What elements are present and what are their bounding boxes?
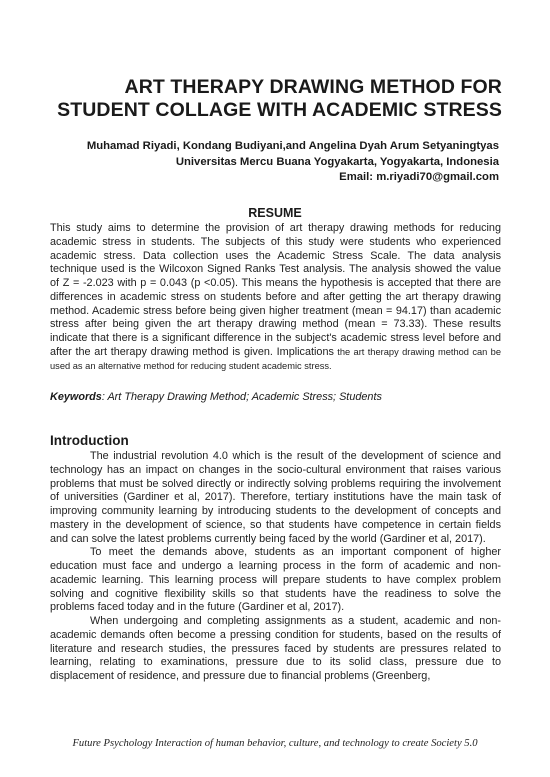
keywords-label: Keywords: [50, 391, 102, 403]
author-affiliation: Universitas Mercu Buana Yogyakarta, Yogyakarta, Indonesia: [175, 155, 499, 168]
abstract-paragraph: [50, 222, 501, 373]
section-heading-introduction: Introduction: [50, 433, 129, 448]
resume-heading: RESUME: [248, 206, 302, 220]
intro-paragraph-3: When undergoing and completing assignments as a student, academic and non-academic demands often become a pressing condition for students, based on the results of literature and research studies, the pressures faced by students are pressures related to learning, relating to examinations, pressure due to its solid class, pressure due to displacement of residence, and pressure due to financial problems (Greenberg,: [50, 615, 501, 682]
intro-paragraph-1: The industrial revolution 4.0 which is the result of the development of science and technology has an impact on changes in the socio-cultural environment that raises various problems that must be solved directly or indirectly solving problems requiring the involvement of universities (Gardiner et al, 2017). Therefore, tertiary institutions have the main task of improving community learning by introducing students to the development of concepts and mastery in the development of science, so that students have competence in certain fields and can solve the latest problems currently being faced by the world (Gardiner et al, 2017).: [50, 450, 501, 545]
page-footer: Future Psychology Interaction of human behavior, culture, and technology to create Society 5.0: [72, 738, 478, 749]
title-line-1: ART THERAPY DRAWING METHOD FOR: [124, 76, 502, 98]
author-block: [48, 139, 499, 186]
keywords-line: [50, 390, 501, 404]
title-line-2: STUDENT COLLAGE WITH ACADEMIC STRESS: [57, 99, 502, 121]
intro-paragraph-2: To meet the demands above, students as an important component of higher education must face and undergo a learning process in the form of academic and non-academic learning. This learning process will prepare students to have complex problem solving and cognitive flexibility skills so that students have the readiness to solve the problems faced today and in the future (Gardiner et al, 2017).: [50, 546, 501, 614]
author-email: Email: m.riyadi70@gmail.com: [339, 171, 499, 183]
keywords-text: : Art Therapy Drawing Method; Academic Stress; Students: [101, 391, 382, 403]
paper-title: [48, 76, 502, 122]
abstract-main-text: This study aims to determine the provision of art therapy drawing methods for reducing academic stress in students. The subjects of this study were students who experienced academic stress. Data collection uses the Academic Stress Scale. The data analysis technique used is the Wilcoxon Signed Ranks Test analysis. The analysis showed the value of Z = -2.023 with p = 0.043 (p <0.05). This means the hypothesis is accepted that there are differences in academic stress on students before and after getting the art therapy drawing method. Academic stress before being given higher treatment (mean = 94.17) than academic stress after being given the art therapy drawing method (mean = 73.33). These results indicate that there is a significant difference in the subject's academic stress level before and after the art therapy drawing method is given. Implications: [50, 222, 501, 358]
abstract-tail-text: the art therapy drawing method can be used as an alternative method for reducing student academic stress.: [50, 346, 501, 371]
introduction-body: [50, 450, 501, 684]
author-names: Muhamad Riyadi, Kondang Budiyani,and Angelina Dyah Arum Setyaningtyas: [86, 140, 499, 152]
